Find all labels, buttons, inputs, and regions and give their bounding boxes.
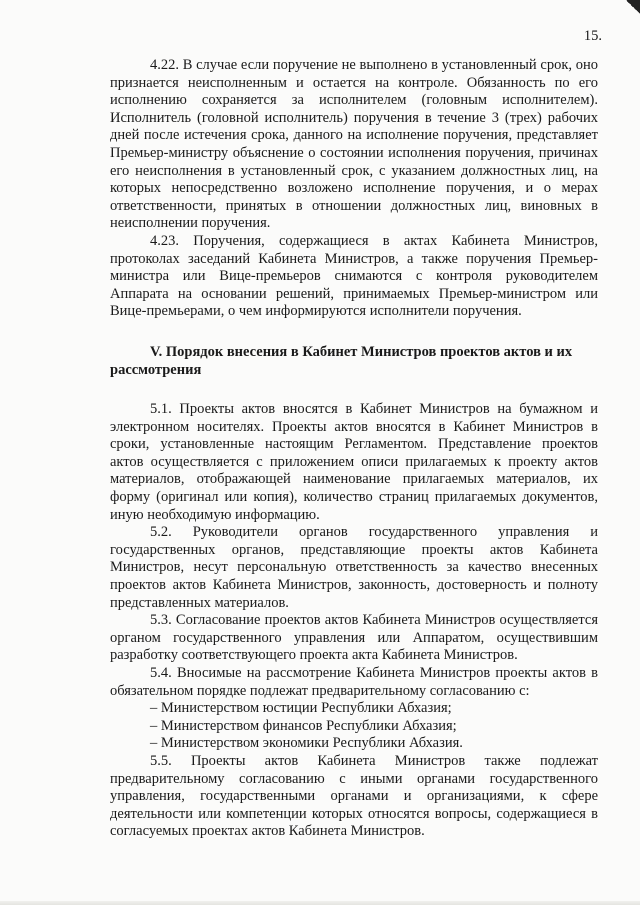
document-body (110, 57, 598, 841)
paragraph-5-2: 5.2. Руководители органов государственного управления и государственных органов, представляющие проекты актов Кабинета Министров, несут персональную ответственность за качество внесенных проектов актов Кабинета Министров, законность, достоверность и полноту представленных материалов. (110, 524, 598, 611)
page-number: 15. (583, 28, 602, 44)
paragraph-4-22: 4.22. В случае если поручение не выполнено в установленный срок, оно признается неисполненным и остается на контроле. Обязанность по его исполнению сохраняется за исполнителем (головным исполнителем). Исполнитель (головной исполнитель) поручения в течение 3 (трех) рабочих дней после истечения срока, данного на исполнение поручения, представляет Премьер-министру объяснение о состоянии исполнения поручения, причинах его неисполнения в установленный срок, с указанием должностных лиц, на которых непосредственно возложено исполнение поручения, и о мерах ответственности, принятых в отношении должностных лиц, виновных в неисполнении поручения. (110, 57, 598, 232)
dash-item-finance: – Министерством финансов Республики Абхазия; (150, 717, 457, 734)
dash-item-justice: – Министерством юстиции Республики Абхазия; (150, 700, 452, 717)
scan-corner-mark (626, 0, 640, 14)
paragraph-5-3: 5.3. Согласование проектов актов Кабинета Министров осуществляется органом государственного управления или Аппаратом, осуществившим разработку соответствующего проекта акта Кабинета Министров. (110, 612, 598, 664)
paragraph-5-1: 5.1. Проекты актов вносятся в Кабинет Министров на бумажном и электронном носителях. Проекты актов вносятся в Кабинет Министров в сроки, установленные настоящим Регламентом. Представление проектов актов осуществляется с приложением описи прилагаемых к проекту актов материалов, отображающей наименование прилагаемых материалов, их форму (оригинал или копия), количество страниц прилагаемых документов, иную необходимую информацию. (110, 401, 598, 523)
paragraph-4-23: 4.23. Поручения, содержащиеся в актах Кабинета Министров, протоколах заседаний Кабинета Министров, а также поручения Премьер-министра или Вице-премьеров снимаются с контроля руководителем Аппарата на основании решений, принимаемых Премьер-министром или Вице-премьерами, о чем информируются исполнители поручения. (110, 232, 598, 320)
scan-bottom-edge (0, 901, 640, 905)
paragraph-5-4: 5.4. Вносимые на рассмотрение Кабинета Министров проекты актов в обязательном порядке подлежат предварительному согласованию с: (110, 665, 598, 699)
dash-item-economy: – Министерством экономики Республики Абхазия. (150, 735, 463, 752)
section-title: V. Порядок внесения в Кабинет Министров проектов актов и их рассмотрения (110, 343, 573, 378)
paragraph-5-5: 5.5. Проекты актов Кабинета Министров также подлежат предварительному согласованию с иными органами государственного управления, государственными органами и организациями, к сфере деятельности или компетенции которых относятся вопросы, содержащиеся в согласуемых проектах актов Кабинета Министров. (110, 752, 598, 840)
